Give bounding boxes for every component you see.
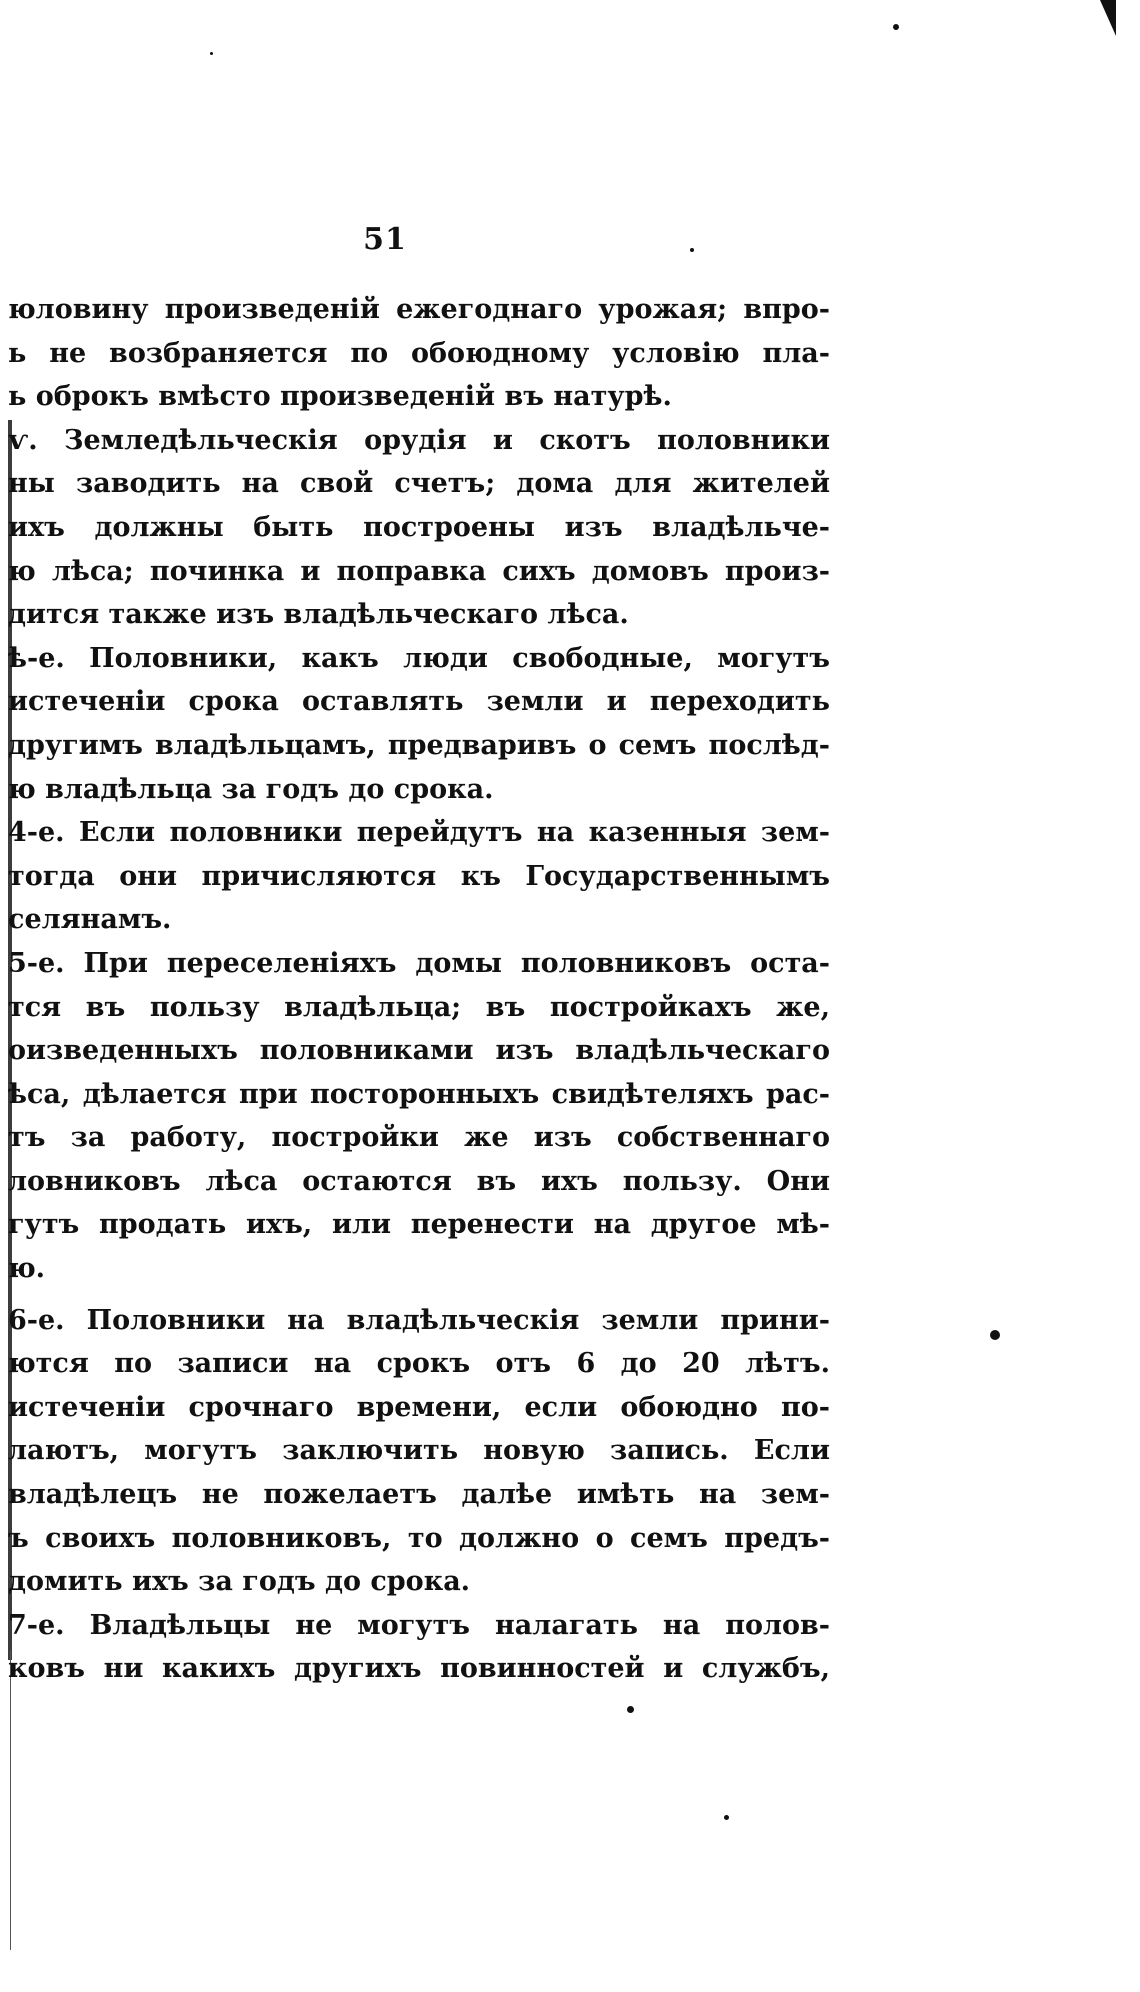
text-line: ѣса, дѣлается при посторонныхъ свидѣтеляхъ рас- bbox=[8, 1078, 830, 1110]
speck bbox=[690, 248, 694, 252]
text-line: дится также изъ владѣльческаго лѣса. bbox=[8, 599, 629, 631]
text-line: лаютъ, могутъ заключить новую запись. Если bbox=[8, 1435, 830, 1467]
text-line: истеченіи срочнаго времени, если обоюдно по- bbox=[8, 1391, 830, 1423]
text-line: 7-е. Владѣльцы не могутъ налагать на полов- bbox=[8, 1609, 830, 1641]
speck bbox=[627, 1706, 634, 1713]
text-line: ихъ должны быть построены изъ владѣльче- bbox=[8, 511, 830, 543]
text-line: ѵ. Земледѣльческія орудія и скотъ половники bbox=[8, 424, 830, 456]
speck bbox=[724, 1815, 729, 1820]
body-text bbox=[8, 288, 830, 1691]
text-line: ь оброкъ вмѣсто произведеній въ натурѣ. bbox=[8, 381, 672, 413]
text-line: ь не возбраняется по обоюдному условію пла- bbox=[8, 337, 830, 369]
speck bbox=[210, 52, 213, 55]
scan-corner-mark bbox=[1100, 0, 1116, 36]
text-line: ю. bbox=[8, 1253, 46, 1285]
text-line: домить ихъ за годъ до срока. bbox=[8, 1566, 471, 1598]
text-line: ю владѣльца за годъ до срока. bbox=[8, 773, 494, 805]
text-line: тогда они причисляются къ Государственнымъ bbox=[8, 860, 830, 892]
binding-edge-lower bbox=[10, 1650, 11, 1950]
text-line: ъ своихъ половниковъ, то должно о семъ предъ- bbox=[8, 1522, 830, 1554]
text-line: 4-е. Если половники перейдутъ на казенныя зем- bbox=[8, 817, 830, 849]
text-line: владѣлецъ не пожелаетъ далѣе имѣть на зем- bbox=[8, 1479, 830, 1511]
page-number: 51 bbox=[363, 222, 407, 257]
text-line: истеченіи срока оставлять земли и переходить bbox=[8, 686, 830, 718]
text-line: тся въ пользу владѣльца; въ постройкахъ же, bbox=[8, 991, 830, 1023]
text-line: юловину произведеній ежегоднаго урожая; впро- bbox=[8, 294, 830, 325]
text-line: ны заводить на свой счетъ; дома для жителей bbox=[8, 468, 830, 500]
text-line: ѣ-е. Половники, какъ люди свободные, могутъ bbox=[8, 642, 830, 674]
text-line: 6-е. Половники на владѣльческія земли прини- bbox=[8, 1304, 830, 1336]
text-line: 5-е. При переселеніяхъ домы половниковъ оста- bbox=[8, 947, 830, 979]
speck bbox=[893, 24, 899, 30]
speck bbox=[990, 1330, 1000, 1340]
text-line: селянамъ. bbox=[8, 904, 172, 936]
text-line: оизведенныхъ половниками изъ владѣльческаго bbox=[8, 1035, 830, 1067]
text-line: тъ за работу, постройки же изъ собственнаго bbox=[8, 1122, 830, 1154]
text-line: другимъ владѣльцамъ, предваривъ о семъ послѣд- bbox=[8, 729, 830, 761]
text-line: ются по записи на срокъ отъ 6 до 20 лѣтъ. bbox=[8, 1348, 830, 1380]
text-line: ковъ ни какихъ другихъ повинностей и службъ, bbox=[8, 1653, 830, 1685]
text-line: ю лѣса; починка и поправка сихъ домовъ произ- bbox=[8, 555, 830, 587]
text-line: гутъ продать ихъ, или перенести на другое мѣ- bbox=[8, 1209, 830, 1241]
text-line: ловниковъ лѣса остаются въ ихъ пользу. Они bbox=[8, 1165, 830, 1197]
